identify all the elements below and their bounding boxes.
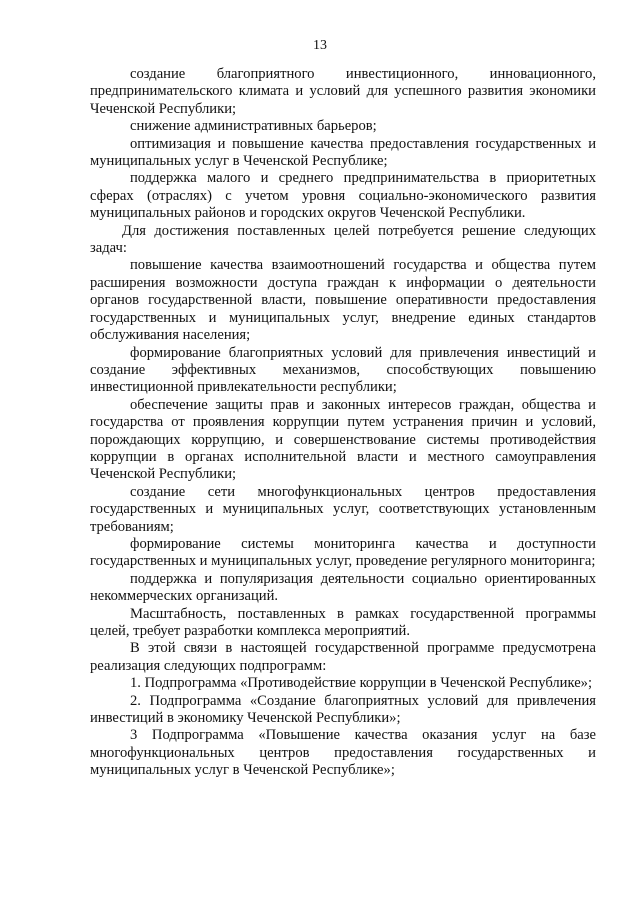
paragraph: 2. Подпрограмма «Создание благоприятных условий для привлечения инвестиций в экономику Чеченской Республики»; <box>90 692 596 727</box>
paragraph: оптимизация и повышение качества предоставления государственных и муниципальных услуг в Чеченской Республике; <box>90 135 596 170</box>
paragraph: Для достижения поставленных целей потребуется решение следующих задач: <box>90 222 596 257</box>
paragraph: снижение административных барьеров; <box>130 118 377 135</box>
page-number: 13 <box>313 38 327 53</box>
document-body <box>90 66 596 780</box>
paragraph: 3 Подпрограмма «Повышение качества оказания услуг на базе многофункциональных центров предоставления государственных и муниципальных услуг в Чеченской Республике»; <box>90 727 596 779</box>
paragraph: 1. Подпрограмма «Противодействие коррупции в Чеченской Республике»; <box>130 675 593 692</box>
paragraph: поддержка малого и среднего предпринимательства в приоритетных сферах (отраслях) с учетом уровня социально-экономического развития муниципальных районов и городских округов Чеченской Республики. <box>90 170 596 222</box>
paragraph: создание благоприятного инвестиционного, инновационного, предпринимательского климата и условий для успешного развития экономики Чеченской Республики; <box>90 66 596 117</box>
paragraph: повышение качества взаимоотношений государства и общества путем расширения возможности доступа граждан к информации о деятельности органов государственной власти, повышение оперативности предоставления государственных и муниципальных услуг, внедрение единых стандартов обслуживания населения; <box>90 257 596 344</box>
paragraph: Масштабность, поставленных в рамках государственной программы целей, требует разработки комплекса мероприятий. <box>90 605 596 639</box>
paragraph: поддержка и популяризация деятельности социально ориентированных некоммерческих организаций. <box>90 570 596 605</box>
paragraph: формирование благоприятных условий для привлечения инвестиций и создание эффективных механизмов, способствующих повышению инвестиционной привлекательности республики; <box>90 344 596 396</box>
paragraph: формирование системы мониторинга качества и доступности государственных и муниципальных услуг, проведение регулярного мониторинга; <box>90 535 596 570</box>
paragraph: создание сети многофункциональных центров предоставления государственных и муниципальных услуг, соответствующих установленным требованиям; <box>90 483 596 535</box>
paragraph: В этой связи в настоящей государственной программе предусмотрена реализация следующих подпрограмм: <box>90 640 596 674</box>
paragraph: обеспечение защиты прав и законных интересов граждан, общества и государства от проявления коррупции путем устранения причин и условий, порождающих коррупцию, и совершенствование системы противодействия коррупции в органах исполнительной власти и местного самоуправления Чеченской Республики; <box>90 396 596 483</box>
